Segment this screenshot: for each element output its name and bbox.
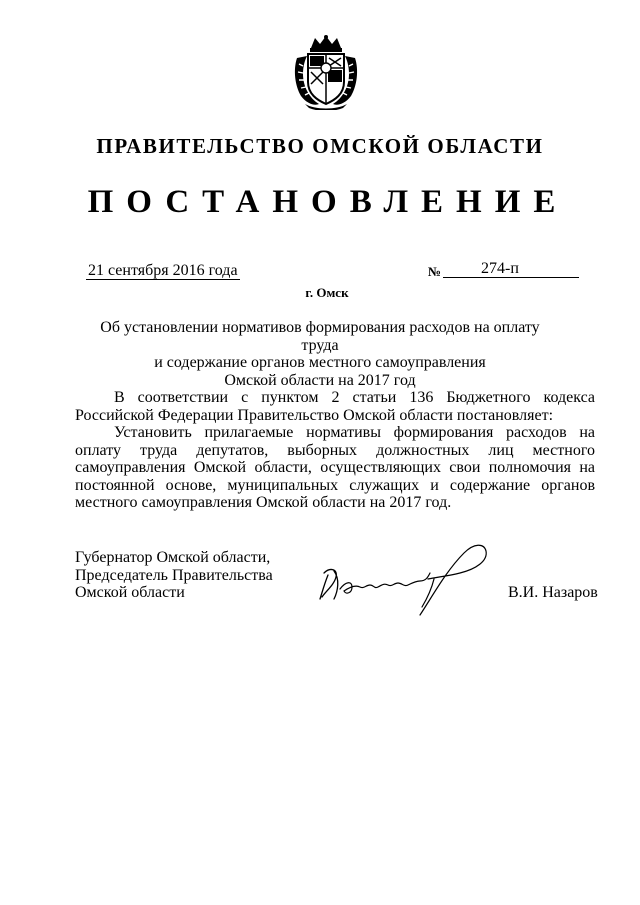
government-name: ПРАВИТЕЛЬСТВО ОМСКОЙ ОБЛАСТИ xyxy=(96,134,544,158)
number-sign: № xyxy=(428,264,442,279)
document-subject xyxy=(80,319,560,389)
signatory-title-line: Омской области xyxy=(75,584,185,601)
body-paragraph: В соответствии с пунктом 2 статьи 136 Бюджетного кодекса Российской Федерации Правительство Омской области постановляет: xyxy=(75,389,595,424)
subject-line: Об установлении нормативов формирования расходов на оплату труда xyxy=(100,319,540,354)
subject-line: Омской области на 2017 год xyxy=(224,371,416,389)
document-date: 21 сентября 2016 года xyxy=(86,262,240,280)
handwritten-signature xyxy=(316,541,492,617)
signatory-title-line: Губернатор Омской области, xyxy=(75,549,271,566)
document-type-title: ПОСТАНОВЛЕНИЕ xyxy=(87,184,569,220)
coat-of-arms-icon xyxy=(293,34,359,110)
signatory-name: В.И. Назаров xyxy=(508,584,598,601)
document-city: г. Омск xyxy=(305,285,349,300)
document-number: 274-п xyxy=(443,260,579,278)
body-paragraph: Установить прилагаемые нормативы формирования расходов на оплату труда депутатов, выборных должностных лиц местного самоуправления Омской области, осуществляющих свои полномочия на постоянной основе, муниципальных служащих и содержание органов местного самоуправления Омской области на 2017 год. xyxy=(75,424,595,511)
signatory-title xyxy=(75,549,295,602)
document-body xyxy=(75,389,595,512)
signatory-title-line: Председатель Правительства xyxy=(75,566,273,584)
subject-line: и содержание органов местного самоуправления xyxy=(154,354,486,371)
